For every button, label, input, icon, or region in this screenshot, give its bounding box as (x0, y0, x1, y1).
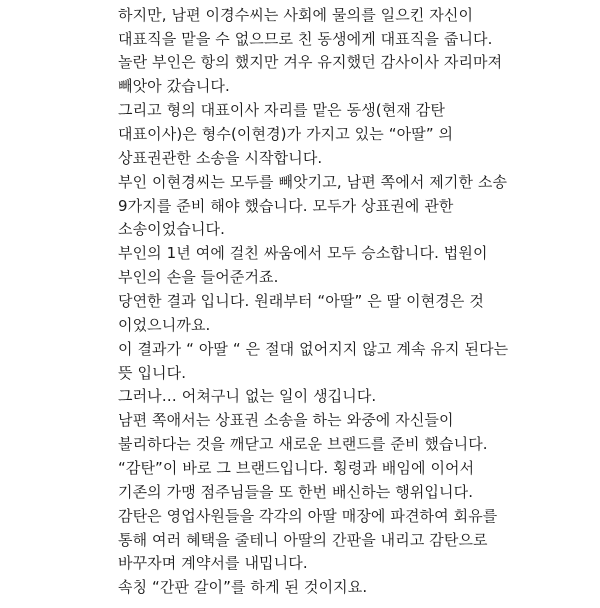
text-line: 뜻 입니다. (118, 364, 187, 382)
text-line: 남편 쪽애서는 상표권 소송을 하는 와중에 자신들이 (118, 411, 454, 429)
text-line: 감탄은 영업사원들을 각각의 아딸 매장에 파견하여 회유를 (118, 507, 498, 525)
text-line: 대표직을 맡을 수 없으므로 친 동생에게 대표직을 줍니다. (118, 30, 493, 48)
text-line: 소송이었습니다. (118, 220, 225, 238)
text-line: 불리하다는 것을 깨닫고 새로운 브랜드를 준비 했습니다. (118, 435, 488, 453)
text-line: 그러나… 어쳐구니 없는 일이 생깁니다. (118, 387, 377, 405)
text-line: 속칭 “간판 갈이”를 하게 된 것이지요. (118, 578, 368, 596)
text-line: 통해 여러 혜택을 줄테니 아딸의 간판을 내리고 감탄으로 (118, 531, 488, 549)
text-line: 부인 이현경씨는 모두를 빼앗기고, 남편 쪽에서 제기한 소송 (118, 173, 508, 191)
text-line: 놀란 부인은 항의 했지만 겨우 유지했던 감사이사 자리마져 (118, 53, 503, 71)
text-line: 기존의 가맹 점주님들을 또 한번 배신하는 행위입니다. (118, 483, 474, 501)
text-line: 9가지를 준비 해야 했습니다. 모두가 상표권에 관한 (118, 197, 454, 215)
text-line: 이었으니까요. (118, 316, 211, 334)
text-line: 이 결과가 “ 아딸 “ 은 절대 없어지지 않고 계속 유지 된다는 (118, 340, 509, 358)
document-body (118, 0, 588, 608)
text-line: 상표권관한 소송을 시작합니다. (118, 149, 323, 167)
text-line: 그리고 형의 대표이사 자리를 맡은 동생(현재 감탄 (118, 101, 445, 119)
text-line: 부인의 1년 여에 걸친 싸움에서 모두 승소합니다. 법원이 (118, 244, 488, 262)
text-line: 대표이사)은 형수(이현경)가 가지고 있는 “아딸” 의 (118, 125, 454, 143)
text-line: 바꾸자며 계약서를 내밉니다. (118, 554, 308, 572)
text-line: 부인의 손을 들어준거죠. (118, 268, 279, 286)
text-line: “감탄”이 바로 그 브랜드입니다. 횡령과 배임에 이어서 (118, 459, 475, 477)
text-line: 당연한 결과 입니다. 원래부터 “아딸” 은 딸 이현경은 것 (118, 292, 484, 310)
text-line: 빼앗아 갔습니다. (118, 77, 230, 95)
text-line: 하지만, 남편 이경수씨는 사회에 물의를 일으킨 자신이 (118, 6, 474, 24)
